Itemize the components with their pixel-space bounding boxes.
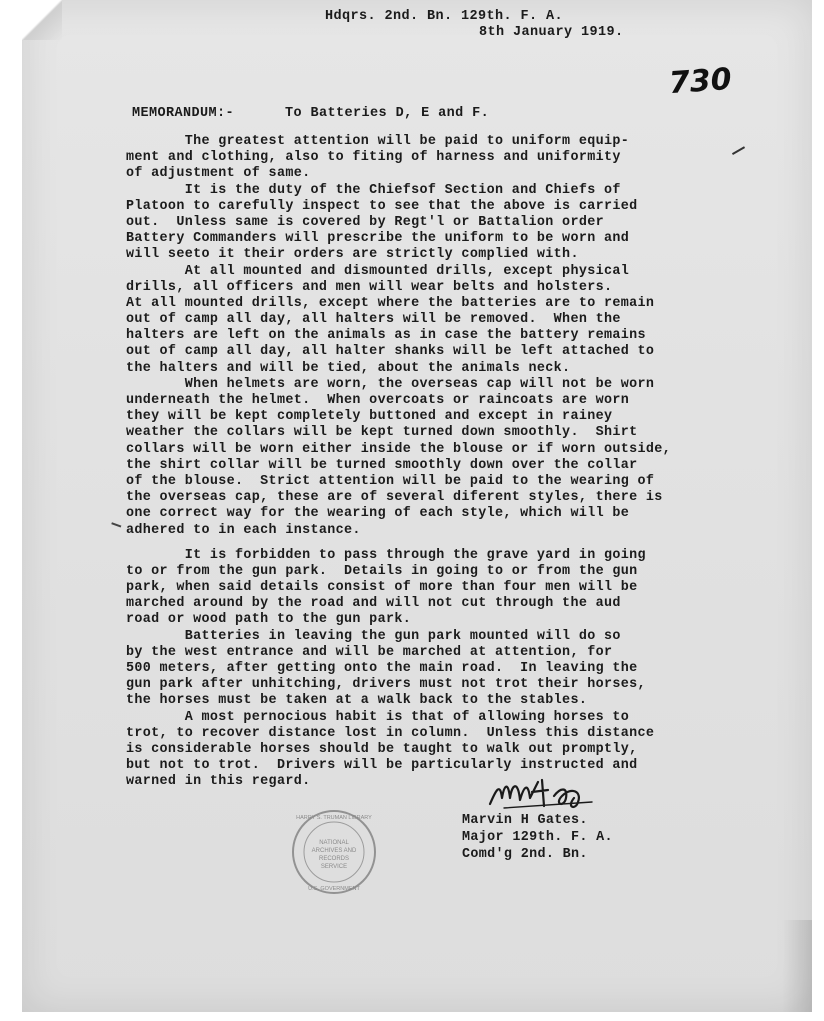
body-text-line: A most pernocious habit is that of allowing horses to: [126, 709, 630, 725]
body-text-line: to or from the gun park. Details in going to or from the gun: [126, 563, 638, 579]
paragraph-gap: [126, 539, 766, 548]
body-text-line: the overseas cap, these are of several diferent styles, there is: [126, 490, 663, 506]
svg-text:SERVICE: SERVICE: [320, 864, 348, 870]
body-text-line: park, when said details consist of more than four men will be: [126, 580, 638, 596]
body-text-line: trot, to recover distance lost in column. Unless this distance: [126, 725, 655, 741]
body-text-line: 500 meters, after getting onto the main road. In leaving the: [126, 661, 638, 676]
body-text-line: but not to trot. Drivers will be particularly instructed and: [126, 758, 638, 774]
body-text-line: out. Unless same is covered by Regt'l or Battalion order: [126, 214, 604, 230]
signer-rank: Major 129th. F. A.: [462, 830, 613, 845]
body-text-line: Batteries in leaving the gun park mounted will do so: [126, 628, 621, 644]
body-text-line: out of camp all day, all halter shanks will be left attached to: [126, 344, 655, 360]
body-text-line: At all mounted drills, except where the batteries are to remain: [126, 295, 655, 311]
body-text-line: of the blouse. Strict attention will be paid to the wearing of: [126, 473, 655, 489]
body-text-line: adhered to in each instance.: [126, 522, 361, 538]
signature-scribble-icon: [482, 768, 622, 818]
body-text-line: the halters and will be tied, about the animals neck.: [126, 360, 571, 376]
archive-stamp: [290, 808, 378, 896]
signer-name: Marvin H Gates.: [462, 813, 588, 828]
margin-pen-mark: [111, 518, 122, 527]
body-text-line: marched around by the road and will not cut through the aud: [126, 596, 621, 612]
handwritten-signature: [482, 768, 622, 818]
body-text-line: halters are left on the animals as in case the battery remains: [126, 328, 646, 344]
memo-label: MEMORANDUM:-: [132, 106, 235, 121]
memo-date: 8th January 1919.: [479, 25, 624, 40]
body-text-line: At all mounted and dismounted drills, except physical: [126, 263, 630, 279]
body-text-line: gun park after unhitching, drivers must not trot their horses,: [126, 677, 646, 693]
body-text-line: drills, all officers and men will wear belts and holsters.: [126, 279, 613, 295]
body-text-line: weather the collars will be kept turned down smoothly. Shirt: [126, 425, 638, 441]
svg-text:U.S. GOVERNMENT: U.S. GOVERNMENT: [308, 886, 360, 892]
body-text-line: by the west entrance and will be marched at attention, for: [126, 644, 613, 660]
body-text-line: out of camp all day, all halters will be removed. When the: [126, 312, 621, 328]
body-text-line: they will be kept completely buttoned and except in rainey: [126, 409, 613, 425]
body-text-line: the horses must be taken at a walk back to the stables.: [126, 693, 588, 709]
memo-heading: [132, 106, 489, 121]
body-text-line: one correct way for the wearing of each style, which will be: [126, 506, 630, 522]
body-text-line: is considerable horses should be taught to walk out promptly,: [126, 741, 638, 757]
body-text-line: When helmets are worn, the overseas cap will not be worn: [126, 376, 655, 392]
page-edge-shadow: [782, 920, 812, 1012]
body-text-line: ment and clothing, also to fiting of harness and uniformity: [126, 150, 621, 166]
svg-text:HARRY S. TRUMAN LIBRARY: HARRY S. TRUMAN LIBRARY: [296, 815, 372, 821]
headquarters-heading: Hdqrs. 2nd. Bn. 129th. F. A.: [325, 9, 564, 24]
body-text-line: The greatest attention will be paid to uniform equip-: [126, 134, 630, 149]
svg-text:NATIONAL: NATIONAL: [319, 840, 349, 846]
memo-body: [126, 134, 766, 791]
memo-recipients: To Batteries D, E and F.: [285, 106, 490, 121]
body-text-line: underneath the helmet. When overcoats or raincoats are worn: [126, 393, 630, 408]
svg-text:ARCHIVES AND: ARCHIVES AND: [311, 848, 357, 854]
body-text-line: It is forbidden to pass through the grave yard in going: [126, 547, 646, 563]
document-page: [22, 0, 812, 1012]
body-text-line: Platoon to carefully inspect to see that the above is carried: [126, 198, 638, 214]
handwritten-page-number: 730: [667, 61, 733, 102]
body-text-line: will seeto it their orders are strictly complied with.: [126, 247, 579, 263]
signer-command: Comd'g 2nd. Bn.: [462, 847, 588, 862]
svg-text:RECORDS: RECORDS: [318, 856, 350, 862]
archive-seal-icon: [290, 808, 378, 896]
body-text-line: collars will be worn either inside the blouse or if worn outside,: [126, 441, 672, 457]
body-text-line: warned in this regard.: [126, 774, 311, 790]
body-text-line: the shirt collar will be turned smoothly down over the collar: [126, 457, 638, 473]
body-text-line: road or wood path to the gun park.: [126, 612, 412, 628]
signature-block: [462, 812, 613, 863]
body-text-line: of adjustment of same.: [126, 166, 311, 182]
body-text-line: It is the duty of the Chiefsof Section and Chiefs of: [126, 182, 621, 198]
body-text-line: Battery Commanders will prescribe the uniform to be worn and: [126, 231, 630, 247]
